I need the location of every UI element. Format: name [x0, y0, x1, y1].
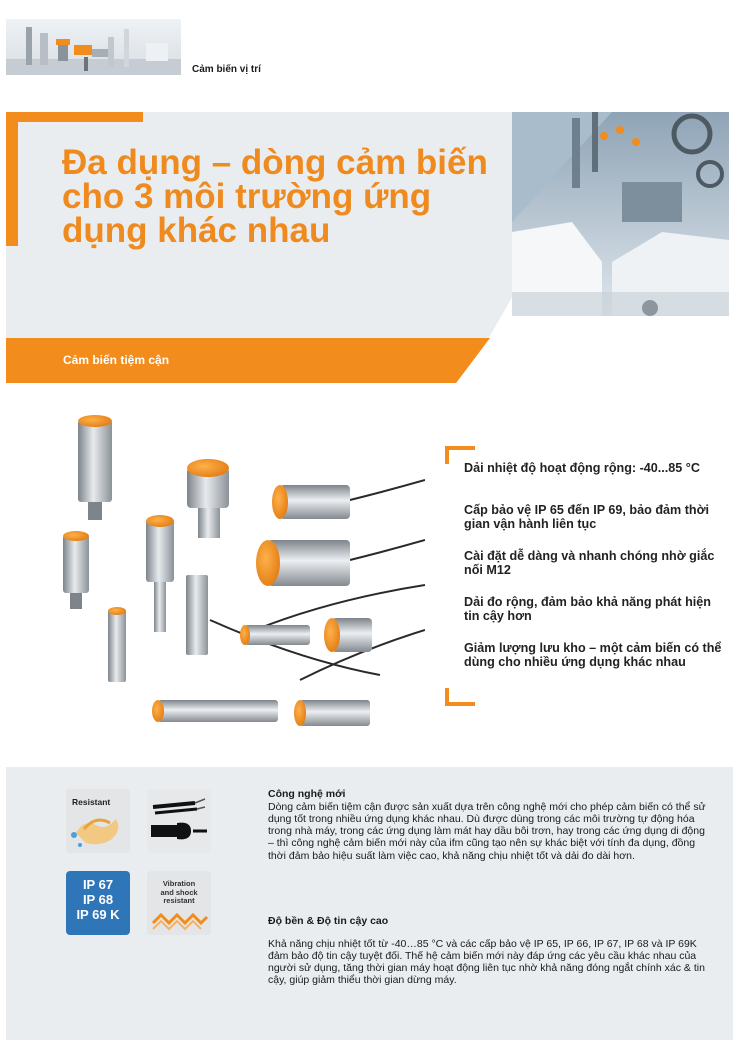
section-body: Khả năng chịu nhiệt tốt từ -40…85 °C và các cấp bảo vệ IP 65, IP 66, IP 67, IP 68 và IP 69K đảm bảo độ tin cậy tuyệt đối. Thế hệ cảm biến mới này đáp ứng các yêu cầu khác nhau của người sử dụng, tăng thời gian máy hoạt động liên tục nhờ khả năng đóng ngắt chính xác & tin cậy, giúp giảm thiểu thời gian dừng máy. — [268, 938, 705, 987]
vibration-line: Vibration — [162, 879, 196, 888]
ip-rating-icon — [66, 871, 130, 935]
section-heading: Công nghệ mới — [268, 788, 346, 800]
ip-line: IP 69 K — [76, 907, 120, 922]
hero-accent-bar — [6, 112, 143, 122]
feature-item: Cài đặt dễ dàng và nhanh chóng nhờ giắc nối M12 — [464, 549, 715, 577]
resistant-oil-icon — [66, 789, 130, 853]
vibration-line: resistant — [163, 896, 195, 905]
section-subtitle: Cảm biến tiệm cận — [63, 353, 170, 367]
features-bracket-bottom — [445, 688, 475, 706]
factory-photo — [512, 112, 729, 316]
category-label: Cảm biến vị trí — [192, 64, 261, 75]
feature-item: Giảm lượng lưu kho – một cảm biến có thể dùng cho nhiều ứng dụng khác nhau — [464, 641, 722, 669]
page-title: Đa dụng – dòng cảm biến cho 3 môi trường ứng dụng khác nhau — [62, 143, 488, 250]
feature-item: Dải đo rộng, đảm bảo khả năng phát hiện tin cậy hơn — [464, 595, 711, 623]
ip-line: IP 67 — [82, 877, 114, 892]
section-body: Dòng cảm biến tiệm cận được sản xuất dựa trên công nghệ mới cho phép cảm biến có thể sử dụng tốt trong nhiều ứng dụng khác nhau. Dù được dùng trong các môi trường tự động hóa trong nhà máy, trong các ứng dụng làm mát hay dầu bôi trơn, hay trong các ứng dụng di động – thì công nghệ cảm biến mới này của ifm cũng tạo nên sự khác biệt với tính đa dụng, đồng thời đảm bảo hiệu suất làm việc cao, khả năng chịu nhiệt tốt và dải đo dài hơn. — [268, 801, 706, 862]
cable-connector-icon — [147, 789, 211, 853]
section-heading: Độ bền & Độ tin cậy cao — [268, 915, 389, 927]
vibration-line: and shock — [160, 887, 198, 897]
resistant-label: Resistant — [72, 797, 111, 807]
sensor-product-photo — [50, 400, 425, 735]
feature-item: Cấp bảo vệ IP 65 đến IP 69, bảo đảm thời gian vận hành liên tục — [464, 503, 710, 531]
ip-line: IP 68 — [82, 892, 114, 907]
feature-item: Dải nhiệt độ hoạt động rộng: -40...85 °C — [464, 461, 700, 475]
header-product-photo — [6, 19, 181, 75]
vibration-icon — [147, 871, 211, 935]
hero-accent-bar-vertical — [6, 112, 18, 246]
